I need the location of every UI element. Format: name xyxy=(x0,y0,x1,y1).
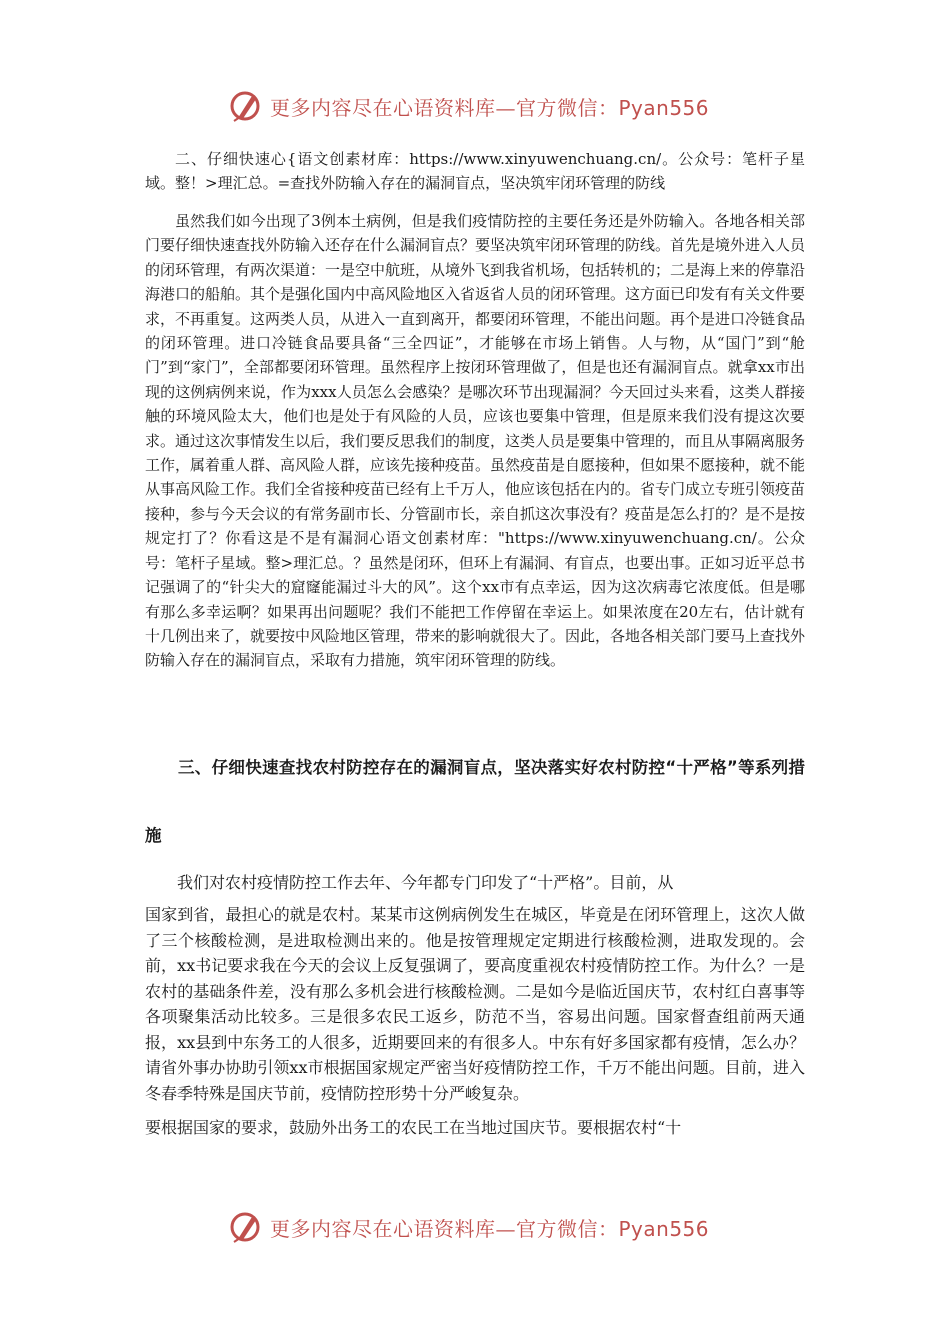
paragraph-section-two-heading: 二、仔细快速心{语文创素材库：https://www.xinyuwenchuang.cn/。公众号：笔杆子星域。整！>理汇总。=查找外防输入存在的漏洞盲点，坚决筑牢闭环管理的防线 xyxy=(145,150,805,193)
footer-banner xyxy=(228,1207,728,1247)
paragraph-middle: 国家到省，最担心的就是农村。某某市这例病例发生在城区，毕竟是在闭环管理上，这次人做了三个核酸检测，是进取检测出来的。他是按管理规定定期进行核酸检测，进取发现的。会前，xx书记要求我在今天的会议上反复强调了，要高度重视农村疫情防控工作。为什么？一是农村的基础条件差，没有那么多机会进行核酸检测。二是如今是临近国庆节，农村红白喜事等各项聚集活动比较多。三是很多农民工返乡，防范不当，容易出问题。国家督查组前两天通报，xx县到中东务工的人很多，近期要回来的有很多人。中东有好多国家都有疫情，怎么办？请省外事办协助引领xx市根据国家规定严密当好疫情防控工作，千万不能出问题。目前，进入冬春季特殊是国庆节前，疫情防控形势十分严峻复杂。 xyxy=(145,905,805,1103)
header-banner xyxy=(228,86,728,126)
paragraph-section-two-body: 虽然我们如今出现了3例本土病例，但是我们疫情防控的主要任务还是外防输入。各地各相关部门要仔细快速查找外防输入还存在什么漏洞盲点？要坚决筑牢闭环管理的防线。首先是境外进入人员的闭环管理，有两次渠道：一是空中航班，从境外飞到我省机场，包括转机的；二是海上来的停靠沿海港口的船舶。其个是强化国内中高风险地区入省返省人员的闭环管理。这方面已印发有有关文件要求，不再重复。这两类人员，从进入一直到离开，都要闭环管理，不能出问题。再个是进口冷链食品的闭环管理。进口冷链食品要具备“三全四证”，才能够在市场上销售。人与物，从“国门”到“舱门”到“家门”，全部都要闭环管理。虽然程序上按闭环管理做了，但是也还有漏洞盲点。就拿xx市出现的这例病例来说，作为xxx人员怎么会感染？是哪次环节出现漏洞？今天回过头来看，这类人群接触的环境风险太大，他们也是处于有风险的人员，应该也要集中管理，但是原来我们没有提这次要求。通过这次事情发生以后，我们要反思我们的制度，这类人员是要集中管理的，而且从事隔离服务工作，属着重人群、高风险人群，应该先接种疫苗。虽然疫苗是自愿接种，但如果不愿接种，就不能从事高风险工作。我们全省接种疫苗已经有上千万人，他应该包括在内的。省专门成立专班引领疫苗接种，参与今天会议的有常务副市长、分管副市长，亲自抓这次事没有？疫苗是怎么打的？是不是按规定打了？你看这是不是有漏洞心语文创素材库："https://www.xinyuwenchuang.cn/。公众号：笔杆子星域。整>理汇总。？虽然是闭环，但环上有漏洞、有盲点，也要出事。正如习近平总书记强调了的“针尖大的窟窿能漏过斗大的风”。这个xx市有点幸运，因为这次病毒它浓度低。但是哪有那么多幸运啊？如果再出问题呢？我们不能把工作停留在幸运上。如果浓度在20左右，估计就有十几例出来了，就要按中风险地区管理，带来的影响就很大了。因此，各地各相关部门要马上查找外防输入存在的漏洞盲点，采取有力措施，筑牢闭环管理的防线。 xyxy=(145,212,806,670)
banner-text: 更多内容尽在心语资料库—官方微信：Pyan556 xyxy=(270,95,710,120)
paragraph-section-three-body xyxy=(145,866,805,1150)
paragraph-last-line: 要根据国家的要求，鼓励外出务工的农民工在当地过国庆节。要根据农村“十 xyxy=(145,1118,682,1137)
pen-logo-icon xyxy=(228,88,264,124)
pen-logo-icon xyxy=(228,1209,264,1245)
banner-text: 更多内容尽在心语资料库—官方微信：Pyan556 xyxy=(270,1216,710,1241)
section-three-heading: 三、仔细快速查找农村防控存在的漏洞盲点，坚决落实好农村防控“十严格”等系列措施 xyxy=(145,758,805,845)
paragraph-first-line: 我们对农村疫情防控工作去年、今年都专门印发了“十严格”。目前，从 xyxy=(177,873,674,892)
